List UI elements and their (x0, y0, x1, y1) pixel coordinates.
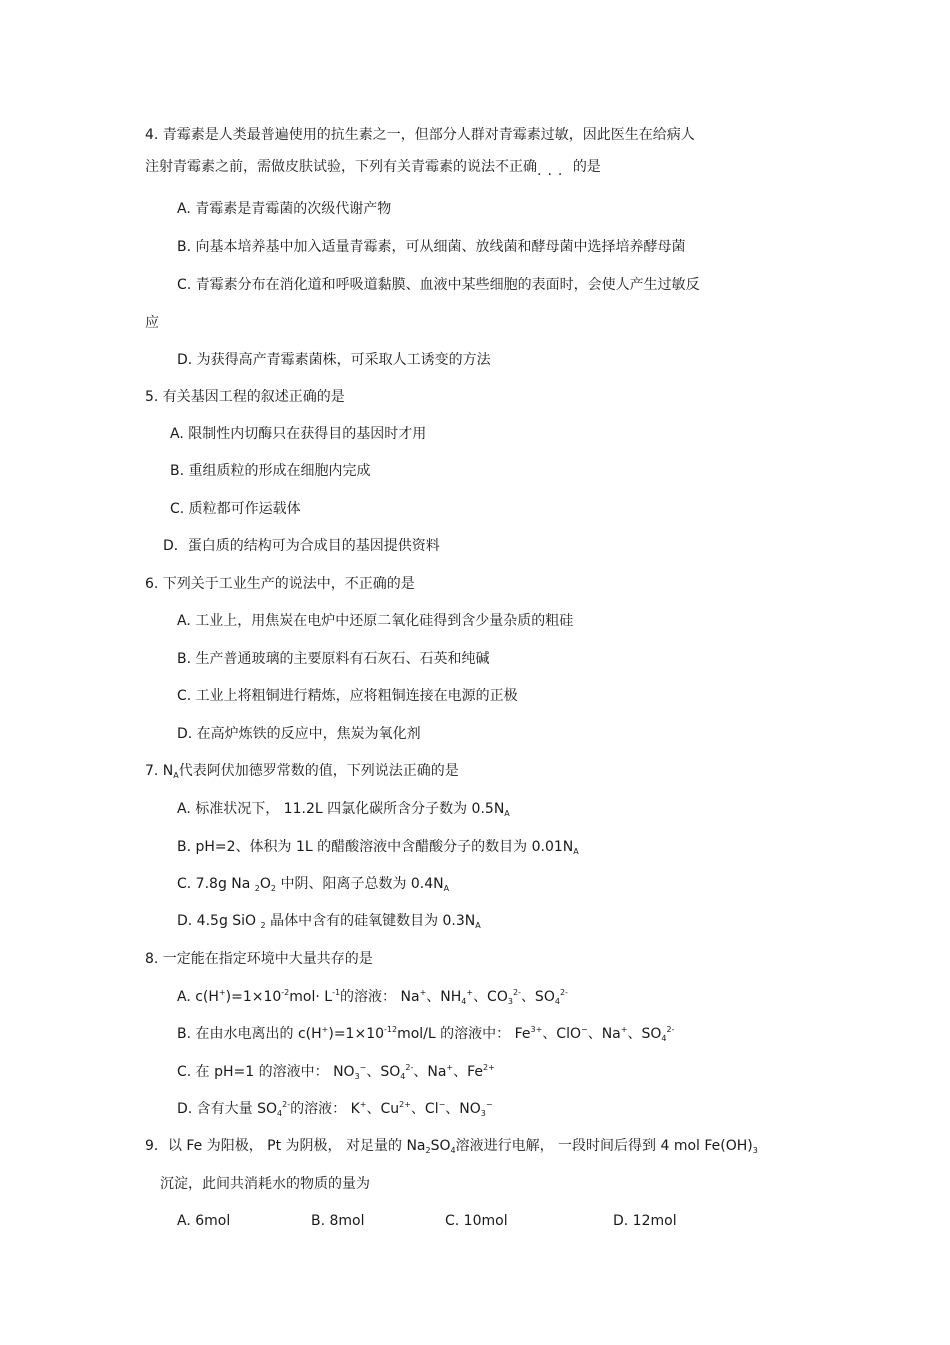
superscript: − (438, 1100, 446, 1109)
superscript: 3+ (530, 1025, 543, 1034)
subscript: 4 (661, 1034, 667, 1043)
subscript: 3 (507, 997, 513, 1006)
superscript: + (321, 1025, 329, 1034)
emphasis-dots: ... (537, 163, 569, 179)
subscript: 2 (260, 921, 266, 930)
superscript: + (466, 988, 474, 997)
text: 、Cl (410, 1101, 439, 1117)
subscript: 3 (752, 1146, 758, 1155)
q5-option-b: B. 重组质粒的形成在细胞内完成 (170, 463, 371, 479)
subscript: 4 (461, 997, 467, 1006)
text: B. 在由水电离出的 c(H (177, 1026, 322, 1042)
superscript: − (359, 1063, 367, 1072)
superscript: 2- (512, 988, 521, 997)
subscript: 2 (425, 1146, 431, 1155)
subscript: 3 (354, 1072, 360, 1081)
q5-option-d: D．蛋白质的结构可为合成目的基因提供资料 (163, 538, 440, 554)
q9-stem-text-end: 溶液进行电解， 一段时间后得到 4 mol Fe(OH) (455, 1138, 753, 1154)
q4-stem-end: 的是 (572, 159, 601, 175)
superscript: 2- (405, 1063, 414, 1072)
q9-option-b: B. 8mol (311, 1213, 365, 1229)
q8-option-a (177, 988, 568, 1008)
text: 的溶液： K (290, 1101, 360, 1117)
subscript: A (475, 921, 481, 930)
q7-option-d (177, 912, 481, 932)
q4-stem-text: 注射青霉素之前，需做皮肤试验，下列有关青霉素的说法不正确 (145, 159, 537, 175)
superscript: 2- (282, 1100, 291, 1109)
q9-option-d: D. 12mol (613, 1213, 677, 1229)
formula-text: SO (430, 1138, 451, 1154)
superscript: 2+ (399, 1100, 411, 1109)
q7-option-d-text-end: 晶体中含有的硅氧键数目为 0.3N (265, 913, 476, 929)
q7-stem-text-end: 代表阿伏加德罗常数的值，下列说法正确的是 (178, 763, 459, 779)
text: 、ClO (542, 1026, 581, 1042)
superscript: 2- (559, 988, 568, 997)
q5-stem: 5. 有关基因工程的叙述正确的是 (145, 389, 345, 405)
q7-option-b-text: B. pH=2、体积为 1L 的醋酸溶液中含醋酸分子的数目为 0.01N (177, 839, 574, 855)
q5-option-a: A. 限制性内切酶只在获得目的基因时才用 (170, 426, 427, 442)
q4-option-b: B. 向基本培养基中加入适量青霉素，可从细菌、放线菌和酵母菌中选择培养酵母菌 (177, 239, 686, 255)
q7-option-a (177, 800, 510, 820)
text: 、SO (520, 989, 555, 1005)
q6-option-a: A. 工业上，用焦炭在电炉中还原二氧化硅得到含少量杂质的粗硅 (177, 613, 574, 629)
subscript: A (173, 771, 179, 780)
superscript: − (581, 1025, 588, 1034)
q9-stem-text: 9．以 Fe 为阳极， Pt 为阴极， 对足量的 Na (145, 1138, 426, 1154)
text: )=1×10 (328, 1026, 385, 1042)
superscript: -2 (281, 988, 290, 997)
subscript: 2 (254, 884, 260, 893)
subscript: 4 (554, 997, 560, 1006)
superscript: + (359, 1100, 367, 1109)
superscript: + (419, 988, 427, 997)
q6-option-b: B. 生产普通玻璃的主要原料有石灰石、石英和纯碱 (177, 651, 490, 667)
q8-stem: 8. 一定能在指定环境中大量共存的是 (145, 951, 373, 967)
q4-stem-line1: 4. 青霉素是人类最普遍使用的抗生素之一，但部分人群对青霉素过敏，因此医生在给病人 (145, 127, 695, 143)
text: )=1×10 (225, 989, 282, 1005)
q8-option-d (177, 1100, 493, 1120)
subscript: 4 (450, 1146, 456, 1155)
subscript: A (573, 847, 579, 856)
superscript: -12 (384, 1025, 398, 1034)
q9-stem (145, 1137, 758, 1157)
formula-text: O (259, 876, 271, 892)
q9-option-c: C. 10mol (445, 1213, 508, 1229)
text: A. c(H (177, 989, 219, 1005)
q7-stem-text: 7. N (145, 763, 174, 779)
q7-option-c-text-end: 中阴、阳离子总数为 0.4N (276, 876, 444, 892)
text: 、Cu (366, 1101, 400, 1117)
q7-option-a-text: A. 标准状况下， 11.2L 四氯化碳所含分子数为 0.5N (177, 801, 505, 817)
subscript: 3 (480, 1109, 486, 1118)
superscript: -1 (332, 988, 341, 997)
q6-option-d: D. 在高炉炼铁的反应中，焦炭为氧化剂 (177, 726, 421, 742)
q6-stem: 6. 下列关于工业生产的说法中，不正确的是 (145, 576, 415, 592)
superscript: + (218, 988, 226, 997)
q8-option-c (177, 1063, 495, 1083)
q9-stem-continued: 沉淀，此间共消耗水的物质的量为 (160, 1176, 370, 1192)
q8-option-b (177, 1025, 674, 1045)
q5-option-c: C. 质粒都可作运载体 (170, 501, 301, 517)
text: 、SO (366, 1064, 401, 1080)
text: 、CO (473, 989, 508, 1005)
text: 、Na (587, 1026, 621, 1042)
text: 、NO (445, 1101, 481, 1117)
q6-option-c: C. 工业上将粗铜进行精炼，应将粗铜连接在电源的正极 (177, 688, 518, 704)
superscript: 2- (666, 1025, 675, 1034)
text: mol/L 的溶液中： Fe (397, 1026, 531, 1042)
q7-option-c-text: C. 7.8g Na (177, 876, 255, 892)
q4-option-d: D. 为获得高产青霉素菌株，可采取人工诱变的方法 (177, 352, 491, 368)
subscript: 4 (277, 1109, 283, 1118)
q4-option-c: C. 青霉素分布在消化道和呼吸道黏膜、血液中某些细胞的表面时，会使人产生过敏反 (177, 277, 700, 293)
text: 、NH (426, 989, 462, 1005)
text: 、Na (413, 1064, 447, 1080)
superscript: 2+ (483, 1063, 495, 1072)
text: 的溶液： Na (340, 989, 420, 1005)
q7-option-c (177, 875, 449, 895)
q7-option-d-text: D. 4.5g SiO (177, 913, 261, 929)
q4-option-c-continued: 应 (145, 315, 159, 331)
q4-stem-line2 (145, 158, 601, 179)
subscript: 2 (270, 884, 276, 893)
q7-stem (145, 762, 459, 782)
q9-option-a: A. 6mol (177, 1213, 231, 1229)
superscript: − (485, 1100, 493, 1109)
text: C. 在 pH=1 的溶液中： NO (177, 1064, 355, 1080)
superscript: + (620, 1025, 628, 1034)
text: 、SO (627, 1026, 662, 1042)
q7-option-b (177, 838, 579, 858)
superscript: + (446, 1063, 454, 1072)
text: 、Fe (453, 1064, 484, 1080)
q4-option-a: A. 青霉素是青霉菌的次级代谢产物 (177, 201, 392, 217)
subscript: A (504, 809, 510, 818)
text: mol· L (289, 989, 333, 1005)
subscript: A (443, 884, 450, 893)
subscript: 4 (400, 1072, 406, 1081)
text: D. 含有大量 SO (177, 1101, 278, 1117)
